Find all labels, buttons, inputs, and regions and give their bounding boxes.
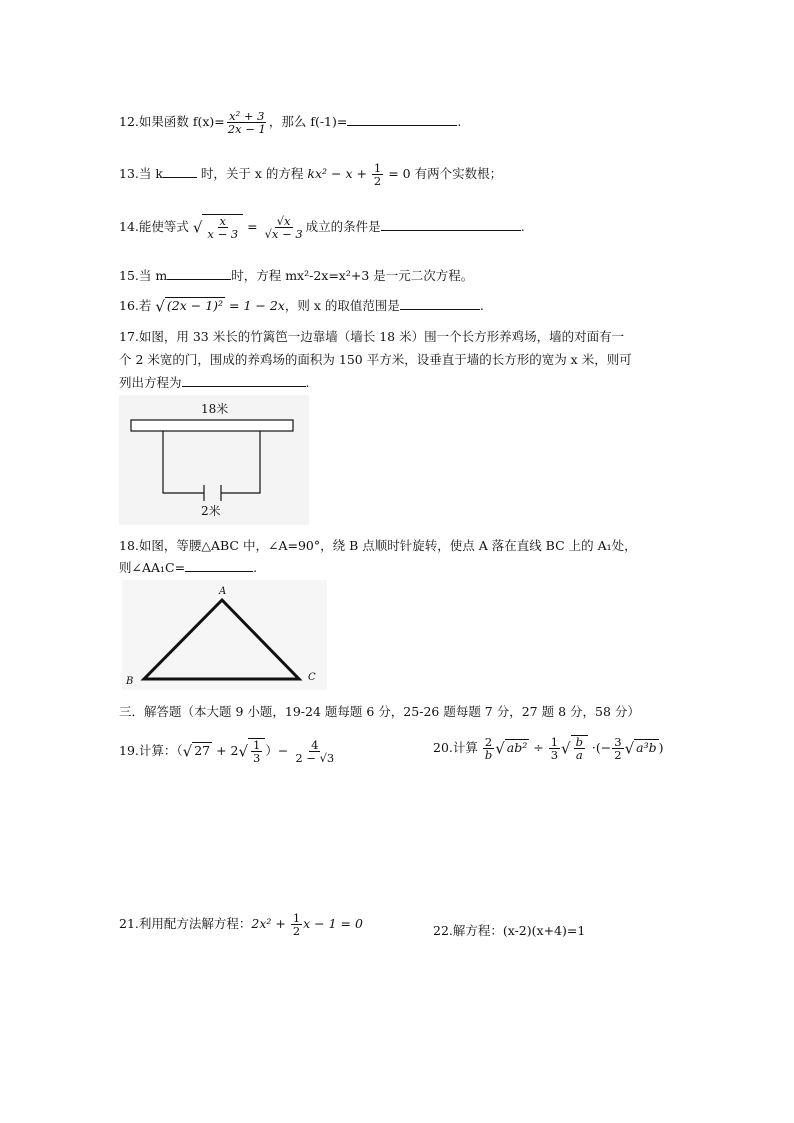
q21-prefix: 21.利用配方法解方程：	[119, 916, 252, 932]
q12-numerator: x² + 3	[229, 109, 265, 123]
q20-radical-2: √	[561, 739, 571, 758]
q20-radicand-1: ab²	[506, 740, 528, 756]
q14-rhs-fraction	[263, 215, 305, 240]
q20-r2-den: a	[575, 748, 583, 763]
question-22: 22.解方程：(x-2)(x+4)=1	[433, 923, 586, 938]
fig17-wall-label: 18米	[201, 402, 229, 416]
q13-equation-b: = 0 有两个实数根；	[384, 166, 503, 182]
q12-prefix: 12.如果函数 f(x)=	[119, 114, 225, 130]
q16-prefix: 16.若	[119, 298, 156, 313]
q15-answer-blank[interactable]	[167, 268, 231, 280]
q13-prefix: 13.当 k	[119, 166, 163, 182]
q21-frac-den: 2	[292, 924, 301, 939]
q20-close: )	[658, 740, 664, 756]
q18-answer-blank[interactable]	[185, 560, 253, 572]
q21-frac-num: 1	[292, 911, 301, 925]
q20-a-num: 2	[484, 735, 493, 749]
q16-rhs: = 1 − 2x	[225, 298, 285, 313]
fig18-label-b: B	[126, 676, 134, 687]
question-15	[119, 266, 473, 284]
question-13	[119, 162, 502, 187]
q19-prefix: 19.计算：（	[119, 743, 183, 759]
q14-lhs-den: x − 3	[207, 227, 239, 242]
q20-c-den: 2	[614, 748, 622, 763]
q12-answer-blank[interactable]	[347, 114, 457, 126]
q12-fraction	[226, 110, 268, 135]
q19-radicand-27: 27	[194, 743, 211, 759]
q13-fraction	[372, 162, 383, 187]
section-3-heading: 三．解答题（本大题 9 小题，19-24 题每题 6 分，25-26 题每题 7 分，27 题 8 分，58 分）	[119, 704, 640, 719]
q16-answer-blank[interactable]	[400, 298, 480, 310]
q16-radical-symbol: √	[155, 297, 165, 316]
fig17-wall	[131, 420, 293, 431]
q18-end: .	[253, 560, 258, 575]
q20-radicand-3: a³b	[636, 740, 657, 756]
q18-line1: 18.如图，等腰△ABC 中，∠A=90°，绕 B 点顺时针旋转，使点 A 落在直线 BC 上的 A₁处，	[119, 538, 637, 553]
q12-end: .	[457, 114, 462, 130]
q12-denominator: 2x − 1	[227, 122, 266, 137]
q19-radical-2: √	[238, 742, 249, 761]
q17-line3-text: 列出方程为	[119, 375, 182, 390]
q20-radical-3: √	[624, 739, 635, 758]
q13-equation-a: kx² − x +	[307, 166, 371, 182]
q15-prefix: 15.当 m	[119, 268, 168, 283]
fig18-label-c: C	[308, 672, 316, 683]
q14-lhs-radicand	[202, 214, 243, 240]
q17-line1: 17.如图，用 33 米长的竹篱笆一边靠墙（墙长 18 米）围一个长方形养鸡场，墙的对面有一	[119, 329, 625, 344]
q14-lhs-num: x	[219, 214, 227, 228]
q14-rhs-num: √x	[276, 214, 291, 228]
q18-line2-text: 则∠AA₁C=	[119, 560, 186, 575]
q14-equals: =	[243, 219, 262, 235]
q20-divide: ÷	[529, 740, 548, 756]
q14-radical-symbol: √	[192, 218, 203, 237]
q15-suffix: 时，方程 mx²-2x=x²+3 是一元二次方程。	[231, 268, 474, 283]
question-21	[119, 912, 363, 937]
q16-end: .	[479, 298, 484, 313]
q20-c-num: 3	[614, 735, 622, 749]
q19-fraction	[293, 739, 336, 764]
q16-suffix: ，则 x 的取值范围是	[284, 298, 400, 313]
q19-frac-num: 4	[311, 738, 319, 752]
q19-frac-den: 2 − √3	[295, 751, 335, 766]
q12-suffix: ，那么 f(-1)=	[268, 114, 348, 130]
q19-close: ）−	[265, 743, 293, 759]
question-16	[119, 296, 484, 316]
figure-17-enclosure	[119, 395, 309, 525]
q21-equation-a: 2x² +	[251, 916, 290, 932]
q13-answer-blank[interactable]	[163, 166, 197, 178]
q14-suffix: 成立的条件是	[305, 219, 381, 235]
q13-frac-den: 2	[373, 174, 382, 189]
q17-end: .	[305, 375, 310, 390]
q20-r2-num: b	[575, 735, 583, 749]
q20-a-den: b	[484, 748, 493, 763]
q13-mid: 时，关于 x 的方程	[196, 166, 308, 182]
q21-equation-b: x − 1 = 0	[303, 916, 363, 932]
q16-radicand: (2x − 1)²	[166, 298, 224, 313]
q17-line3	[119, 373, 310, 391]
figure-18-triangle	[122, 580, 327, 690]
q19-inner-num: 1	[253, 738, 261, 752]
question-20	[433, 735, 664, 761]
q20-b-den: 3	[550, 748, 559, 763]
q19-inner-den: 3	[253, 751, 261, 766]
fig17-gate-label: 2米	[201, 504, 221, 518]
question-14	[119, 214, 525, 240]
q20-dot: ·(−	[587, 740, 612, 756]
fig18-label-a: A	[219, 586, 227, 597]
q20-b-num: 1	[550, 735, 559, 749]
q19-plus: + 2	[212, 743, 239, 759]
question-12	[119, 110, 461, 135]
q20-radical-1: √	[495, 739, 505, 758]
q14-rhs-den: √x − 3	[264, 227, 303, 242]
q14-end: .	[520, 219, 525, 235]
q19-radical-1: √	[182, 742, 193, 761]
q17-line2: 个 2 米宽的门，围成的养鸡场的面积为 150 平方米，设垂直于墙的长方形的宽为 x 米，则可	[119, 352, 632, 367]
q18-line2	[119, 558, 257, 576]
q20-prefix: 20.计算	[433, 740, 482, 756]
q14-answer-blank[interactable]	[381, 219, 521, 231]
q17-answer-blank[interactable]	[182, 375, 306, 387]
q13-frac-num: 1	[373, 161, 382, 175]
q14-prefix: 14.能使等式	[119, 219, 193, 235]
question-19	[119, 738, 337, 764]
